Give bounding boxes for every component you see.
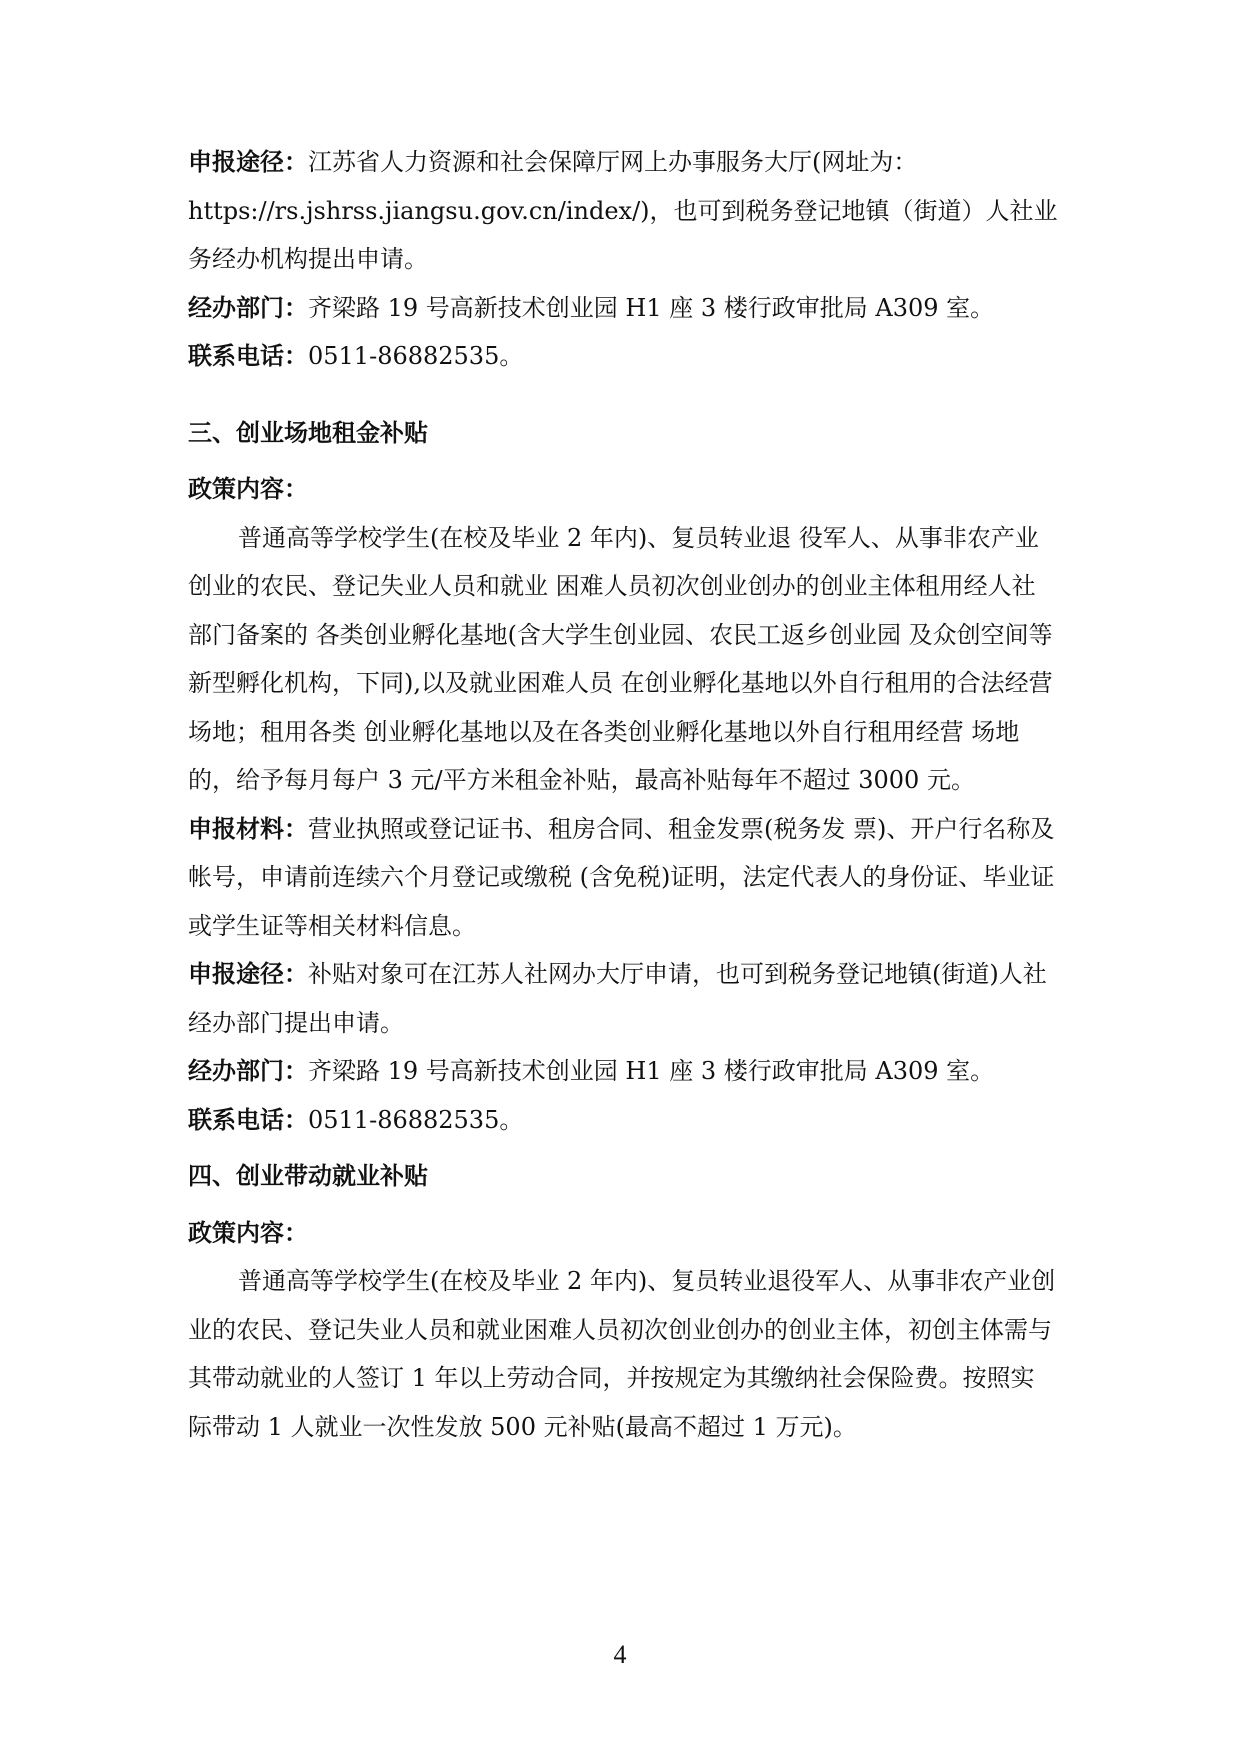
route-label: 申报途径： — [188, 147, 308, 176]
route-text: 江苏省人力资源和社会保障厅网上办事服务大厅(网址为：https://rs.jshrss.jiangsu.gov.cn/index/)，也可到税务登记地镇（街道）人社业务经办机构提出申请。 — [188, 148, 1058, 273]
section3-route-paragraph — [188, 950, 1058, 1047]
route-label: 申报途径： — [188, 959, 308, 988]
section4-policy-text: 普通高等学校学生(在校及毕业 2 年内)、复员转业退役军人、从事非农产业创业的农民、登记失业人员和就业困难人员初次创业创办的创业主体，初创主体需与其带动就业的人签订 1 年以上劳动合同，并按规定为其缴纳社会保险费。按照实际带动 1 人就业一次性发放 500 元补贴(最高不超过 1 万元)。 — [188, 1267, 1056, 1441]
spacer — [188, 1201, 1058, 1209]
spacer — [188, 457, 1058, 465]
section3-materials-paragraph — [188, 805, 1058, 951]
top-phone-paragraph — [188, 332, 1058, 381]
dept-text: 齐梁路 19 号高新技术创业园 H1 座 3 楼行政审批局 A309 室。 — [308, 1057, 995, 1085]
materials-text: 营业执照或登记证书、租房合同、租金发票(税务发 票)、开户行名称及帐号，申请前连续六个月登记或缴税 (含免税)证明，法定代表人的身份证、毕业证或学生证等相关材料信息。 — [188, 814, 1055, 940]
section3-policy-text: 普通高等学校学生(在校及毕业 2 年内)、复员转业退 役军人、从事非农产业创业的农民、登记失业人员和就业 困难人员初次创业创办的创业主体租用经人社部门备案的 各类创业孵化基地(含大学生创业园、农民工返乡创业园 及众创空间等新型孵化机构，下同),以及就业困难人员 在创业孵化基地以外自行租用的合法经营场地；租用各类 创业孵化基地以及在各类创业孵化基地以外自行租用经营 场地的，给予每月每户 3 元/平方米租金补贴，最高补贴每年不超过 3000 元。 — [188, 523, 1053, 794]
spacer — [188, 1144, 1058, 1152]
section3-dept-paragraph — [188, 1047, 1058, 1096]
phone-label: 联系电话： — [188, 341, 308, 370]
phone-text: 0511-86882535。 — [308, 342, 524, 370]
phone-text: 0511-86882535。 — [308, 1105, 524, 1134]
route-text: 补贴对象可在江苏人社网办大厅申请，也可到税务登记地镇(街道)人社经办部门提出申请。 — [188, 960, 1047, 1037]
section4-heading: 四、创业带动就业补贴 — [188, 1161, 428, 1190]
materials-label: 申报材料： — [188, 813, 308, 843]
dept-label: 经办部门： — [188, 292, 308, 322]
section4-policy-label: 政策内容： — [188, 1217, 308, 1247]
top-dept-paragraph — [188, 284, 1058, 333]
section3-heading: 三、创业场地租金补贴 — [188, 417, 428, 447]
page-number: 4 — [613, 1640, 627, 1669]
top-route-paragraph — [188, 138, 1058, 284]
section3-phone-paragraph — [188, 1096, 1058, 1145]
spacer — [188, 381, 1058, 409]
dept-label: 经办部门： — [188, 1056, 308, 1085]
section3-policy-label: 政策内容： — [188, 474, 308, 503]
dept-text: 齐梁路 19 号高新技术创业园 H1 座 3 楼行政审批局 A309 室。 — [308, 293, 995, 322]
document-page — [188, 138, 1058, 1451]
phone-label: 联系电话： — [188, 1104, 308, 1134]
